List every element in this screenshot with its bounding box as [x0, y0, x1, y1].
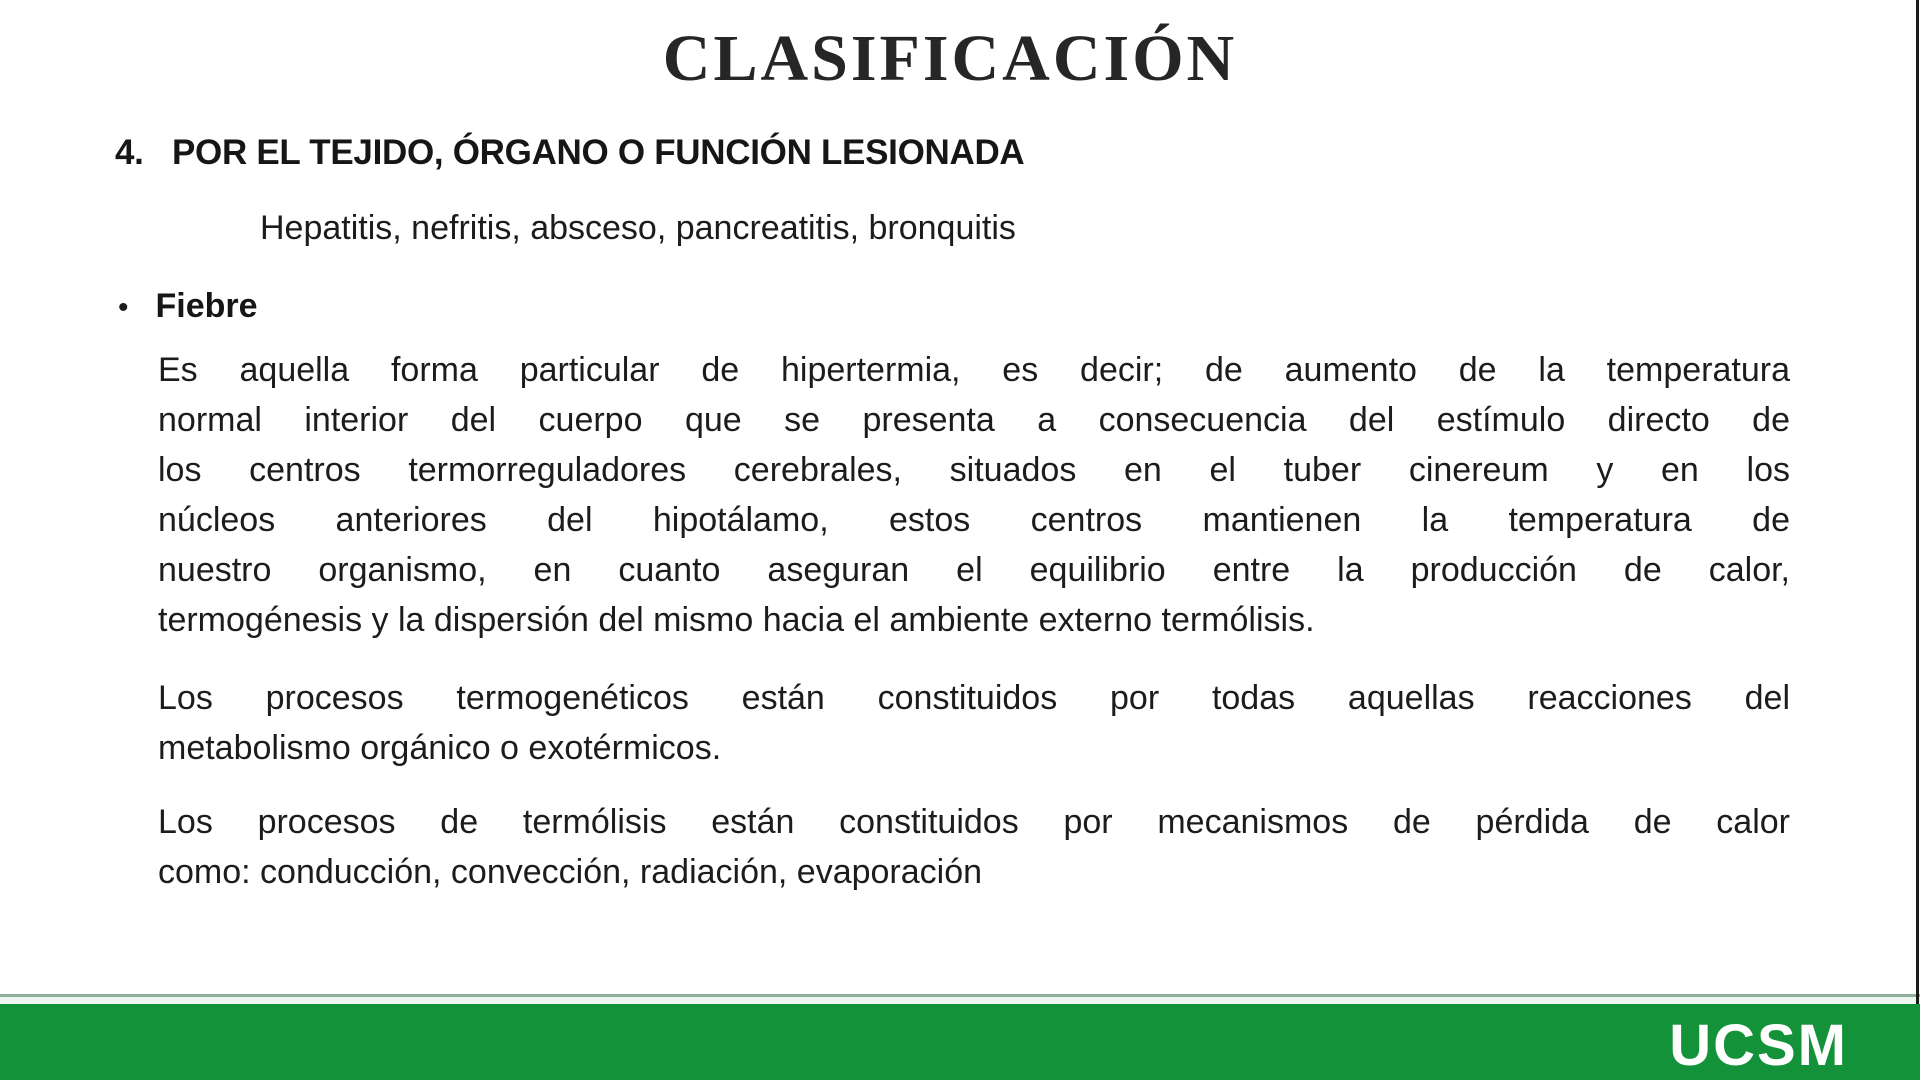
paragraph-line: termogénesis y la dispersión del mismo hacia el ambiente externo termólisis. [158, 601, 1315, 639]
paragraph-line: núcleos anteriores del hipotálamo, estos centros mantienen la temperatura de [158, 501, 1790, 539]
paragraph-line: Es aquella forma particular de hipertermia, es decir; de aumento de la temperatura [158, 351, 1790, 389]
examples-line: Hepatitis, nefritis, absceso, pancreatitis, bronquitis [260, 209, 1016, 247]
paragraph-line: los centros termorreguladores cerebrales, situados en el tuber cinereum y en los [158, 451, 1790, 489]
section-heading-text: POR EL TEJIDO, ÓRGANO O FUNCIÓN LESIONADA [172, 133, 1025, 172]
footer-bar [0, 1004, 1920, 1080]
right-edge-border [1916, 0, 1919, 1004]
paragraph-termogenesis [158, 673, 1790, 773]
paragraph-line: Los procesos termogenéticos están constituidos por todas aquellas reacciones del [158, 679, 1790, 717]
bullet-label: Fiebre [155, 287, 258, 325]
paragraph-line: Los procesos de termólisis están constituidos por mecanismos de pérdida de calor [158, 803, 1790, 841]
bullet-item-fiebre [118, 281, 258, 333]
paragraph-line: como: conducción, convección, radiación, evaporación [158, 853, 983, 891]
section-heading [115, 130, 1024, 176]
paragraph-line: nuestro organismo, en cuanto aseguran el equilibrio entre la producción de calor, [158, 551, 1790, 589]
paragraph-line: metabolismo orgánico o exotérmicos. [158, 729, 722, 767]
paragraph-termolisis [158, 797, 1790, 897]
slide-title: CLASIFICACIÓN [662, 22, 1238, 95]
paragraph-fiebre-definition [158, 345, 1790, 645]
section-number: 4. [115, 133, 144, 172]
bullet-marker: • [118, 291, 129, 324]
paragraph-line: normal interior del cuerpo que se presenta a consecuencia del estímulo directo de [158, 401, 1790, 439]
ucsm-logo: UCSM [1669, 1013, 1848, 1078]
footer-accent-gap [0, 997, 1920, 1004]
